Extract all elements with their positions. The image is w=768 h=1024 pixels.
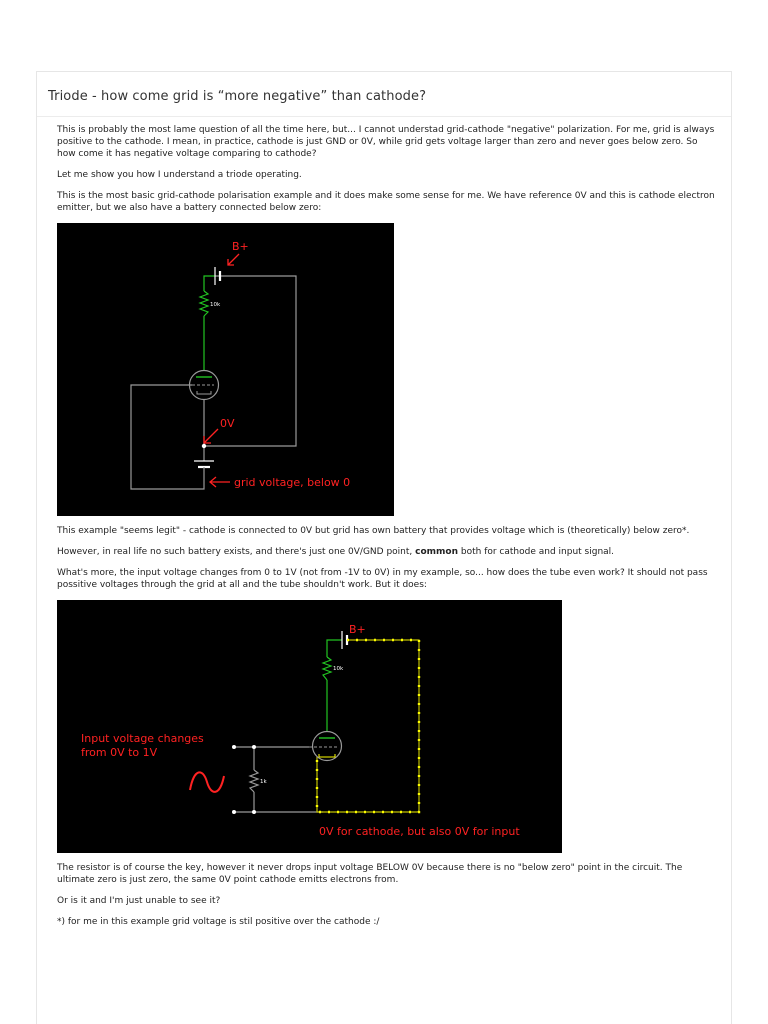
circuit-diagram-grid-resistor — [57, 600, 562, 853]
paragraph-5-text-end: both for cathode and input signal. — [458, 547, 615, 557]
triode-tube-icon — [190, 371, 219, 400]
paragraph-6: What's more, the input voltage changes from 0 to 1V (not from -1V to 0V) in my example, so... how does the tube even work? It should not pass possitive voltages through the grid at all and the tube shouldn't work. But it does: — [57, 568, 708, 590]
grid-loop-wire — [131, 385, 204, 489]
grid-node — [252, 745, 256, 749]
grid-resistor-label: 1k — [260, 779, 267, 785]
input-voltage-label-line2: from 0V to 1V — [81, 746, 158, 759]
grid-voltage-arrow-icon — [210, 477, 230, 487]
zero-volt-label: 0V — [220, 417, 235, 430]
plate-resistor-label: 10k — [333, 666, 344, 672]
resistor-label: 10k — [210, 302, 221, 308]
plate-wire — [204, 276, 215, 291]
paragraph-8: Or is it and I'm just unable to see it? — [57, 896, 221, 906]
circuit-diagram-grid-battery — [57, 223, 394, 516]
question-title: Triode - how come grid is “more negative” than cathode? — [48, 89, 427, 104]
zero-volt-label: 0V for cathode, but also 0V for input — [319, 825, 520, 838]
input-voltage-label-line1: Input voltage changes — [81, 732, 204, 745]
paragraph-4: This example "seems legit" - cathode is connected to 0V but grid has own battery that provides voltage which is (theoretically) below zero*. — [57, 526, 690, 536]
paragraph-5-text: However, in real life no such battery exists, and there's just one 0V/GND point, — [57, 547, 416, 557]
paragraph-2: Let me show you how I understand a triode operating. — [57, 170, 302, 180]
paragraph-5-bold: common — [415, 547, 459, 557]
input-bottom-node — [232, 810, 236, 814]
resistor-10k-icon — [200, 291, 208, 316]
ground-node — [252, 810, 256, 814]
bplus-label: B+ — [349, 623, 366, 636]
paragraph-3: This is the most basic grid-cathode polarisation example and it does make some sense for me. We have reference 0V and this is cathode electron emitter, but we also have a battery connected below zero: — [57, 191, 715, 213]
bplus-label: B+ — [232, 240, 249, 253]
battery-grid-icon — [194, 461, 214, 478]
question-body — [57, 124, 717, 937]
sine-wave-icon — [190, 772, 224, 792]
title-divider — [37, 116, 731, 117]
zero-volt-junction — [202, 444, 206, 448]
battery-bplus-icon — [342, 631, 347, 649]
triode-tube-icon — [309, 732, 342, 761]
paragraph-1: This is probably the most lame question of all the time here, but... I cannot understad grid-cathode "negative" polarization. For me, grid is always positive to the cathode. I mean, in practice, cathode is just GND or 0V, while grid gets voltage larger than zero and never goes below zero. So how come it has negative voltage comparing to cathode? — [57, 125, 715, 159]
paragraph-5 — [57, 546, 717, 558]
grid-resistor-1k-icon — [250, 770, 258, 792]
zero-volt-arrow-icon — [204, 429, 218, 443]
plate-resistor-10k-icon — [323, 657, 331, 680]
grid-voltage-label: grid voltage, below 0 — [234, 476, 351, 489]
paragraph-7: The resistor is of course the key, however it never drops input voltage BELOW 0V because there is no "below zero" point in the circuit. The ultimate zero is just zero, the same 0V point cathode emitts electrons from. — [57, 863, 683, 885]
bplus-arrow-icon — [228, 254, 239, 265]
plate-wire — [327, 640, 342, 657]
input-top-node — [232, 745, 236, 749]
paragraph-9: *) for me in this example grid voltage is stil positive over the cathode :/ — [57, 917, 380, 927]
question-card — [36, 71, 732, 1024]
